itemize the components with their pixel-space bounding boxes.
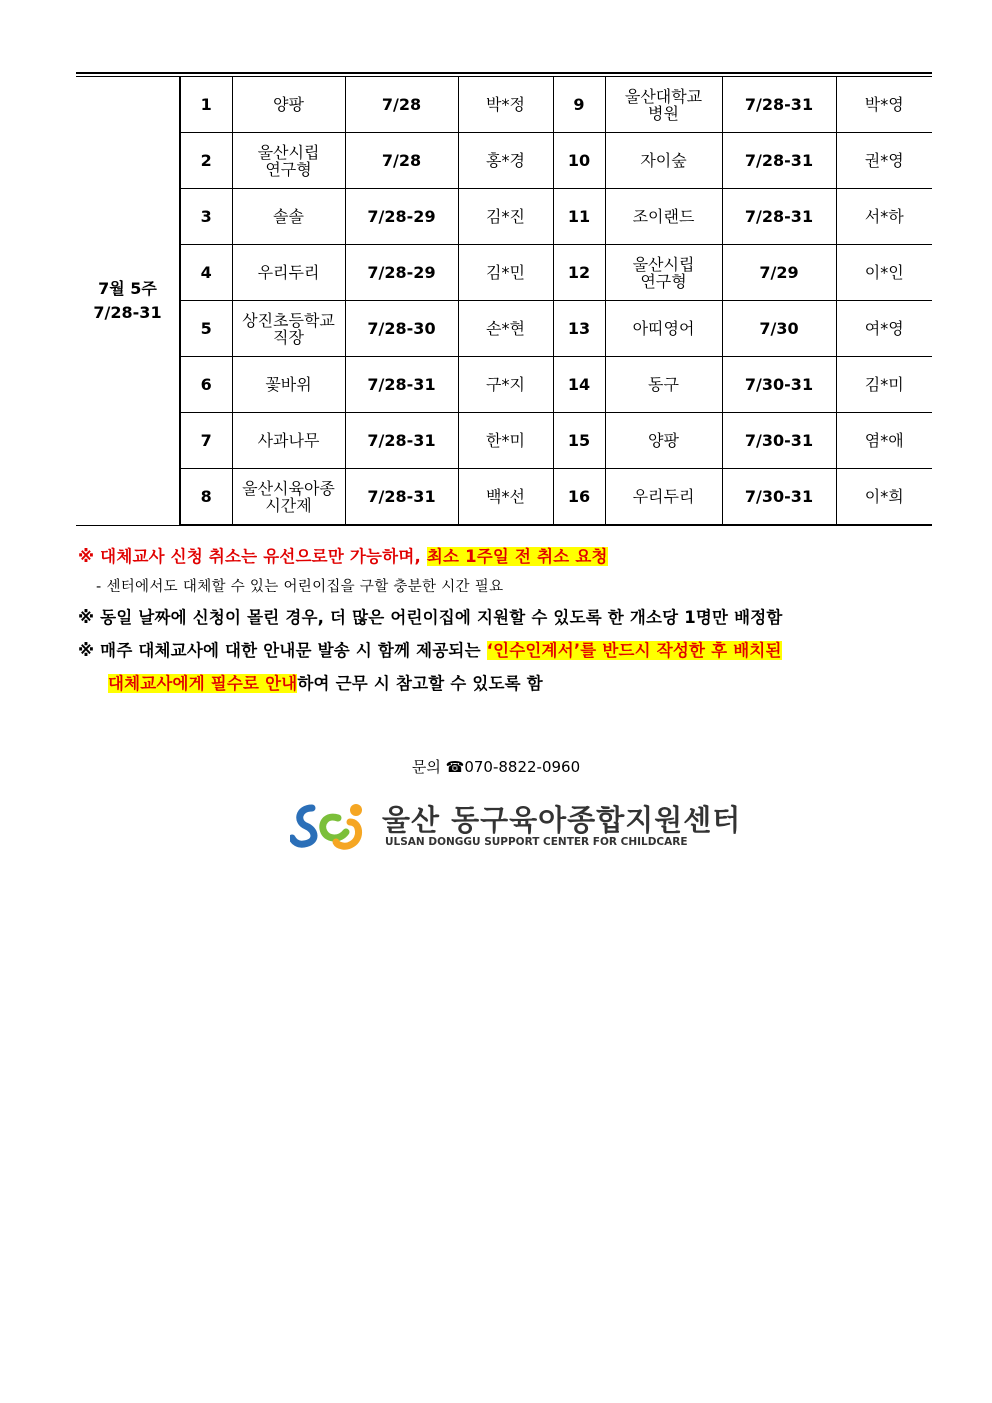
daycare-name xyxy=(232,413,345,469)
teacher-name: 박*영 xyxy=(836,77,932,133)
teacher-name: 박*정 xyxy=(458,77,553,133)
daycare-name-line: 동구 xyxy=(648,375,679,394)
daycare-name-line: 아띠영어 xyxy=(632,319,695,338)
row-number: 15 xyxy=(553,413,605,469)
daycare-name-line: 자이숲 xyxy=(640,151,687,170)
daycare-name xyxy=(232,357,345,413)
daycare-name xyxy=(232,301,345,357)
week-label xyxy=(76,77,180,525)
daycare-name-line: 연구형 xyxy=(640,271,687,291)
table-row xyxy=(76,189,932,245)
row-number: 12 xyxy=(553,245,605,301)
notes-section xyxy=(78,540,938,700)
daycare-name xyxy=(232,245,345,301)
daycare-name xyxy=(605,133,722,189)
row-number: 9 xyxy=(553,77,605,133)
daycare-name xyxy=(605,357,722,413)
table-row xyxy=(76,77,932,133)
daycare-name xyxy=(605,189,722,245)
daycare-name-line: 울산시립 xyxy=(257,142,320,162)
note-handover xyxy=(78,634,938,667)
work-date: 7/28-31 xyxy=(722,189,836,245)
teacher-name: 김*진 xyxy=(458,189,553,245)
teacher-name: 손*현 xyxy=(458,301,553,357)
daycare-name-line: 우리두리 xyxy=(257,263,320,282)
table-row xyxy=(76,301,932,357)
contact-line xyxy=(0,756,992,777)
row-number: 13 xyxy=(553,301,605,357)
row-number: 4 xyxy=(180,245,232,301)
row-number: 1 xyxy=(180,77,232,133)
daycare-name-line: 상진초등학교 xyxy=(242,310,335,330)
daycare-name xyxy=(605,469,722,526)
daycare-name xyxy=(232,189,345,245)
table-row xyxy=(76,245,932,301)
schedule-table xyxy=(76,77,932,526)
daycare-name-line: 양팡 xyxy=(648,431,679,450)
work-date: 7/28-29 xyxy=(345,245,458,301)
phone-icon: ☎ xyxy=(445,758,465,776)
teacher-name: 김*민 xyxy=(458,245,553,301)
work-date: 7/28-31 xyxy=(722,133,836,189)
row-number: 2 xyxy=(180,133,232,189)
contact-label: 문의 xyxy=(411,758,441,776)
row-number: 16 xyxy=(553,469,605,526)
row-number: 10 xyxy=(553,133,605,189)
daycare-name-line: 조이랜드 xyxy=(632,207,695,226)
top-rule xyxy=(76,72,932,74)
teacher-name: 권*영 xyxy=(836,133,932,189)
work-date: 7/28-31 xyxy=(722,77,836,133)
daycare-name-line: 꽃바위 xyxy=(265,375,312,394)
row-number: 8 xyxy=(180,469,232,526)
note-handover-highlight-2: 대체교사에게 필수로 안내 xyxy=(108,674,298,693)
daycare-name xyxy=(232,469,345,526)
daycare-name-line: 우리두리 xyxy=(632,487,695,506)
daycare-name xyxy=(232,77,345,133)
daycare-name-line: 울산대학교 xyxy=(624,86,703,106)
logo-english-name: ULSAN DONGGU SUPPORT CENTER FOR CHILDCARE xyxy=(385,836,688,848)
daycare-name-line: 울산시육아종 xyxy=(242,478,335,498)
note-handover-highlight: ‘인수인계서’를 반드시 작성한 후 배치된 xyxy=(486,641,782,660)
center-logo xyxy=(290,798,742,856)
work-date: 7/28-31 xyxy=(345,413,458,469)
row-number: 11 xyxy=(553,189,605,245)
teacher-name: 김*미 xyxy=(836,357,932,413)
daycare-name xyxy=(605,413,722,469)
week-label-line1: 7월 5주 xyxy=(98,278,157,298)
work-date: 7/28-31 xyxy=(345,469,458,526)
work-date: 7/30-31 xyxy=(722,357,836,413)
logo-korean-name: 울산 동구육아종합지원센터 xyxy=(382,803,742,837)
work-date: 7/28 xyxy=(345,133,458,189)
teacher-name: 한*미 xyxy=(458,413,553,469)
daycare-name xyxy=(232,133,345,189)
work-date: 7/30-31 xyxy=(722,469,836,526)
daycare-name xyxy=(605,77,722,133)
work-date: 7/29 xyxy=(722,245,836,301)
row-number: 6 xyxy=(180,357,232,413)
row-number: 5 xyxy=(180,301,232,357)
daycare-name xyxy=(605,301,722,357)
note-cancel-highlight: 최소 1주일 전 취소 요청 xyxy=(426,547,608,566)
note-same-date: ※ 동일 날짜에 신청이 몰린 경우, 더 많은 어린이집에 지원할 수 있도록 한 개소당 1명만 배정함 xyxy=(78,608,783,627)
note-handover-text-2: 하여 근무 시 참고할 수 있도록 함 xyxy=(297,674,543,693)
note-handover-text: ※ 매주 대체교사에 대한 안내문 발송 시 함께 제공되는 xyxy=(78,641,487,660)
teacher-name: 이*인 xyxy=(836,245,932,301)
daycare-name-line: 연구형 xyxy=(265,159,312,179)
teacher-name: 이*희 xyxy=(836,469,932,526)
teacher-name: 염*애 xyxy=(836,413,932,469)
note-cancel xyxy=(78,540,938,573)
daycare-name-line: 병원 xyxy=(648,103,679,123)
daycare-name-line: 울산시립 xyxy=(632,254,695,274)
row-number: 3 xyxy=(180,189,232,245)
daycare-name-line: 솔솔 xyxy=(273,207,304,226)
teacher-name: 홍*경 xyxy=(458,133,553,189)
note-cancel-sub: - 센터에서도 대체할 수 있는 어린이집을 구할 충분한 시간 필요 xyxy=(96,579,504,595)
table-row xyxy=(76,357,932,413)
daycare-name-line: 양팡 xyxy=(273,95,304,114)
teacher-name: 서*하 xyxy=(836,189,932,245)
work-date: 7/30 xyxy=(722,301,836,357)
row-number: 7 xyxy=(180,413,232,469)
note-handover-cont xyxy=(78,667,938,700)
row-number: 14 xyxy=(553,357,605,413)
teacher-name: 백*선 xyxy=(458,469,553,526)
daycare-name-line: 시간제 xyxy=(265,495,312,515)
teacher-name: 여*영 xyxy=(836,301,932,357)
teacher-name: 구*지 xyxy=(458,357,553,413)
table-row xyxy=(76,133,932,189)
daycare-name-line: 사과나무 xyxy=(257,431,320,450)
work-date: 7/28-31 xyxy=(345,357,458,413)
daycare-name xyxy=(605,245,722,301)
work-date: 7/28-30 xyxy=(345,301,458,357)
note-cancel-text: ※ 대체교사 신청 취소는 유선으로만 가능하며, xyxy=(78,547,427,566)
logo-mark-icon xyxy=(290,800,376,852)
daycare-name-line: 직장 xyxy=(273,327,304,347)
contact-phone: 070-8822-0960 xyxy=(464,758,581,776)
week-label-line2: 7/28-31 xyxy=(93,302,162,322)
table-row xyxy=(76,413,932,469)
table-row xyxy=(76,469,932,526)
work-date: 7/28-29 xyxy=(345,189,458,245)
work-date: 7/28 xyxy=(345,77,458,133)
work-date: 7/30-31 xyxy=(722,413,836,469)
